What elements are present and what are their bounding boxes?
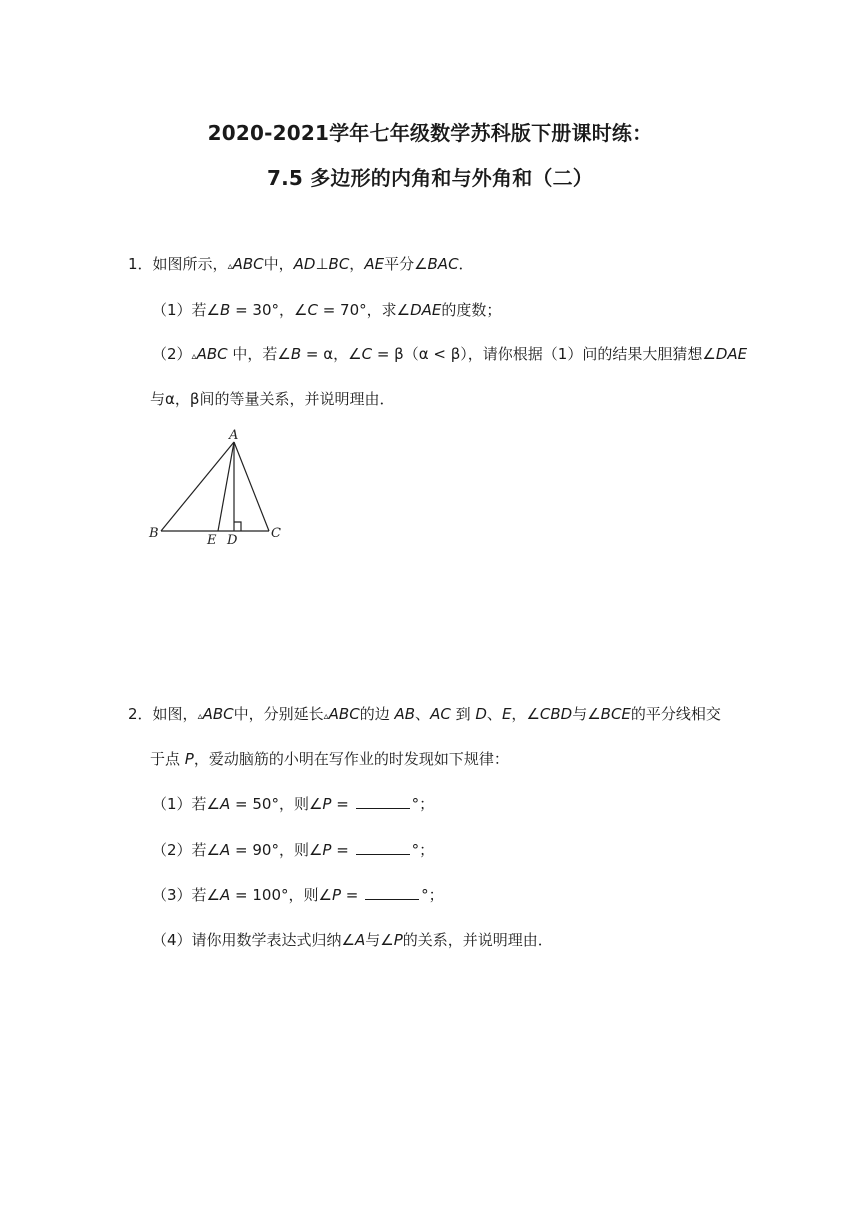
title-line-1: 2020-2021学年七年级数学苏科版下册课时练： xyxy=(207,121,653,145)
q2-sub-2: （2）若∠A = 90°，则∠P = °； xyxy=(152,841,435,859)
title-line-2: 7.5 多边形的内角和与外角和（二） xyxy=(267,166,593,190)
q1-part-2: （2）▵ABC 中，若∠B = α，∠C = β（α < β），请你根据（1）问的结果大胆猜想∠DAE xyxy=(152,345,748,363)
label-a: A xyxy=(229,428,239,443)
answer-blank-1[interactable] xyxy=(356,794,410,809)
label-e: E xyxy=(207,533,217,548)
q1-part-1: （1）若∠B = 30°，∠C = 70°，求∠DAE的度数； xyxy=(152,301,502,319)
right-angle-mark xyxy=(234,522,241,531)
q2-sub-4: （4）请你用数学表达式归纳∠A与∠P的关系，并说明理由． xyxy=(152,931,553,949)
triangle-figure xyxy=(145,425,295,550)
label-d: D xyxy=(227,533,238,548)
q2-sub-3: （3）若∠A = 100°，则∠P = °； xyxy=(152,886,444,904)
q2-intro-cont: 于点 P，爱动脑筋的小明在写作业的时发现如下规律： xyxy=(150,750,509,768)
side-ac xyxy=(234,442,269,531)
side-ab xyxy=(161,442,234,531)
label-c: C xyxy=(271,526,281,541)
label-b: B xyxy=(149,526,159,541)
answer-blank-2[interactable] xyxy=(356,840,410,855)
bisector-ae xyxy=(218,442,234,531)
q1-intro: 1．如图所示，▵ABC中，AD⊥BC，AE平分∠BAC． xyxy=(128,255,474,273)
q1-part-2-cont: 与α，β间的等量关系，并说明理由． xyxy=(150,390,395,408)
q2-intro: 2．如图，▵ABC中，分别延长▵ABC的边 AB、AC 到 D、E，∠CBD与∠BCE的平分线相交 xyxy=(128,705,721,723)
q2-sub-1: （1）若∠A = 50°，则∠P = °； xyxy=(152,795,435,813)
answer-blank-3[interactable] xyxy=(365,885,419,900)
